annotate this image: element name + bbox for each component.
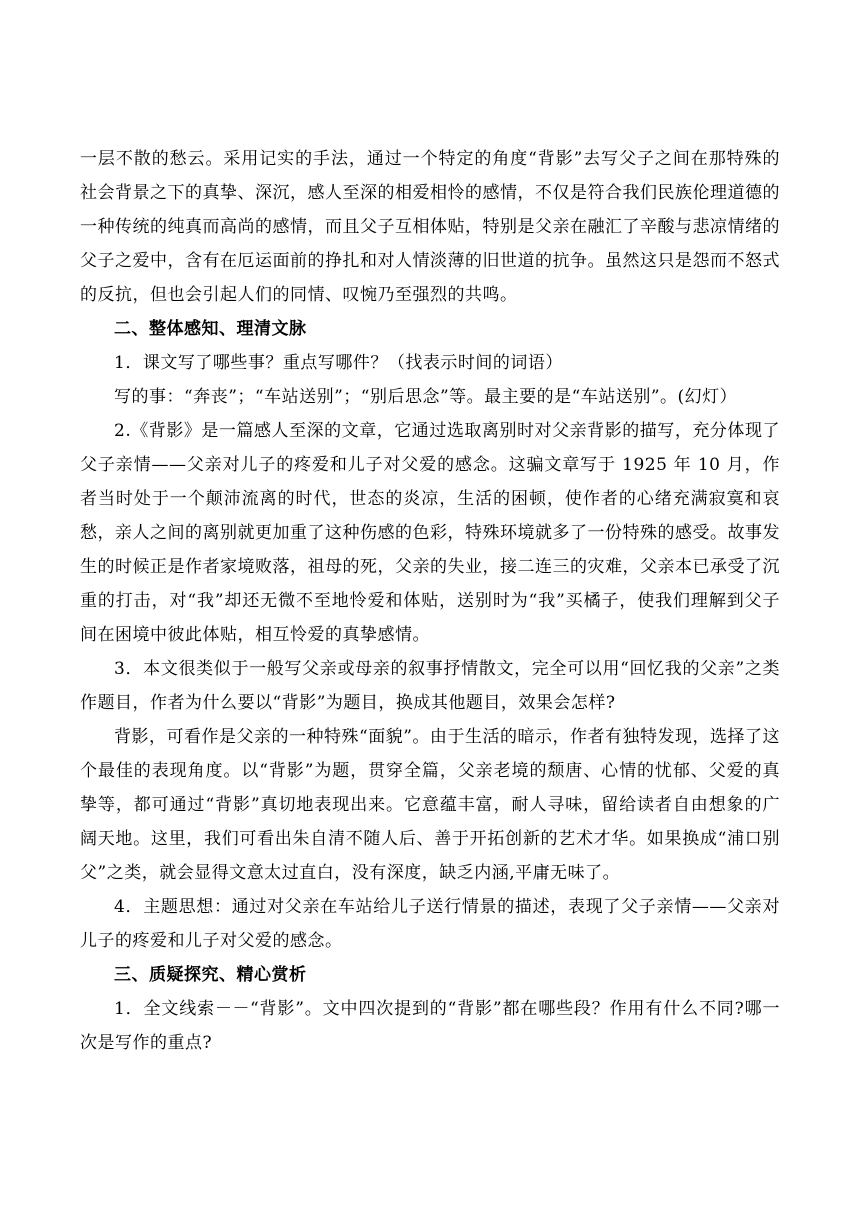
answer-1: 写的事：“奔丧”；“车站送别”；“别后思念”等。最主要的是“车站送别”。(幻灯）: [114, 387, 738, 407]
section-heading-inquiry: 三、质疑探究、精心赏析: [114, 965, 307, 985]
document-body: [80, 142, 780, 1060]
paragraph-4-theme: 4．主题思想：通过对父亲在车站给儿子送行情景的描述，表现了父子亲情——父亲对儿子的疼爱和儿子对父爱的感念。: [80, 897, 780, 951]
question-clue: 1．全文线索－－“背影”。文中四次提到的“背影”都在哪些段？作用有什么不同?哪一次是写作的重点?: [80, 999, 780, 1053]
paragraph-2-analysis: 2.《背影》是一篇感人至深的文章，它通过选取离别时对父亲背影的描写，充分体现了父子亲情——父亲对儿子的疼爱和儿子对父爱的感念。这骗文章写于 1925 年 10 月，作者当时处于一个颠沛流离的时代，世态的炎凉，生活的困顿，使作者的心绪充满寂寞和哀愁，亲人之间的离别就更加重了这种伤感的色彩，特殊环境就多了一份特殊的感受。故事发生的时候正是作者家境败落，祖母的死，父亲的失业，接二连三的灾难，父亲本已承受了沉重的打击，对“我”却还无微不至地怜爱和体贴，送别时为“我”买橘子，使我们理解到父子间在困境中彼此体贴，相互怜爱的真挚感情。: [80, 421, 780, 645]
question-1: 1．课文写了哪些事？重点写哪件？（找表示时间的词语）: [114, 353, 563, 373]
question-3: 3．本文很类似于一般写父亲或母亲的叙事抒情散文，完全可以用“回忆我的父亲”之类作题目，作者为什么要以“背影”为题目，换成其他题目，效果会怎样?: [80, 659, 780, 713]
paragraph-intro-continuation: 一层不散的愁云。采用记实的手法，通过一个特定的角度“背影”去写父子之间在那特殊的社会背景之下的真挚、深沉，感人至深的相爱相怜的感情，不仅是符合我们民族伦理道德的一种传统的纯真而高尚的感情，而且父子互相体贴，特别是父亲在融汇了辛酸与悲凉情绪的父子之爱中，含有在厄运面前的挣扎和对人情淡薄的旧世道的抗争。虽然这只是怨而不怒式的反抗，但也会引起人们的同情、叹惋乃至强烈的共鸣。: [80, 149, 780, 305]
section-heading-overall-perception: 二、整体感知、理清文脉: [114, 319, 307, 339]
answer-3: 背影，可看作是父亲的一种特殊“面貌”。由于生活的暗示，作者有独特发现，选择了这个最佳的表现角度。以“背影”为题，贯穿全篇，父亲老境的颓唐、心情的忧郁、父爱的真挚等，都可通过“背影”真切地表现出来。它意蕴丰富，耐人寻味，留给读者自由想象的广阔天地。这里，我们可看出朱自清不随人后、善于开拓创新的艺术才华。如果换成“浦口别父”之类，就会显得文意太过直白，没有深度，缺乏内涵,平庸无味了。: [80, 727, 780, 883]
